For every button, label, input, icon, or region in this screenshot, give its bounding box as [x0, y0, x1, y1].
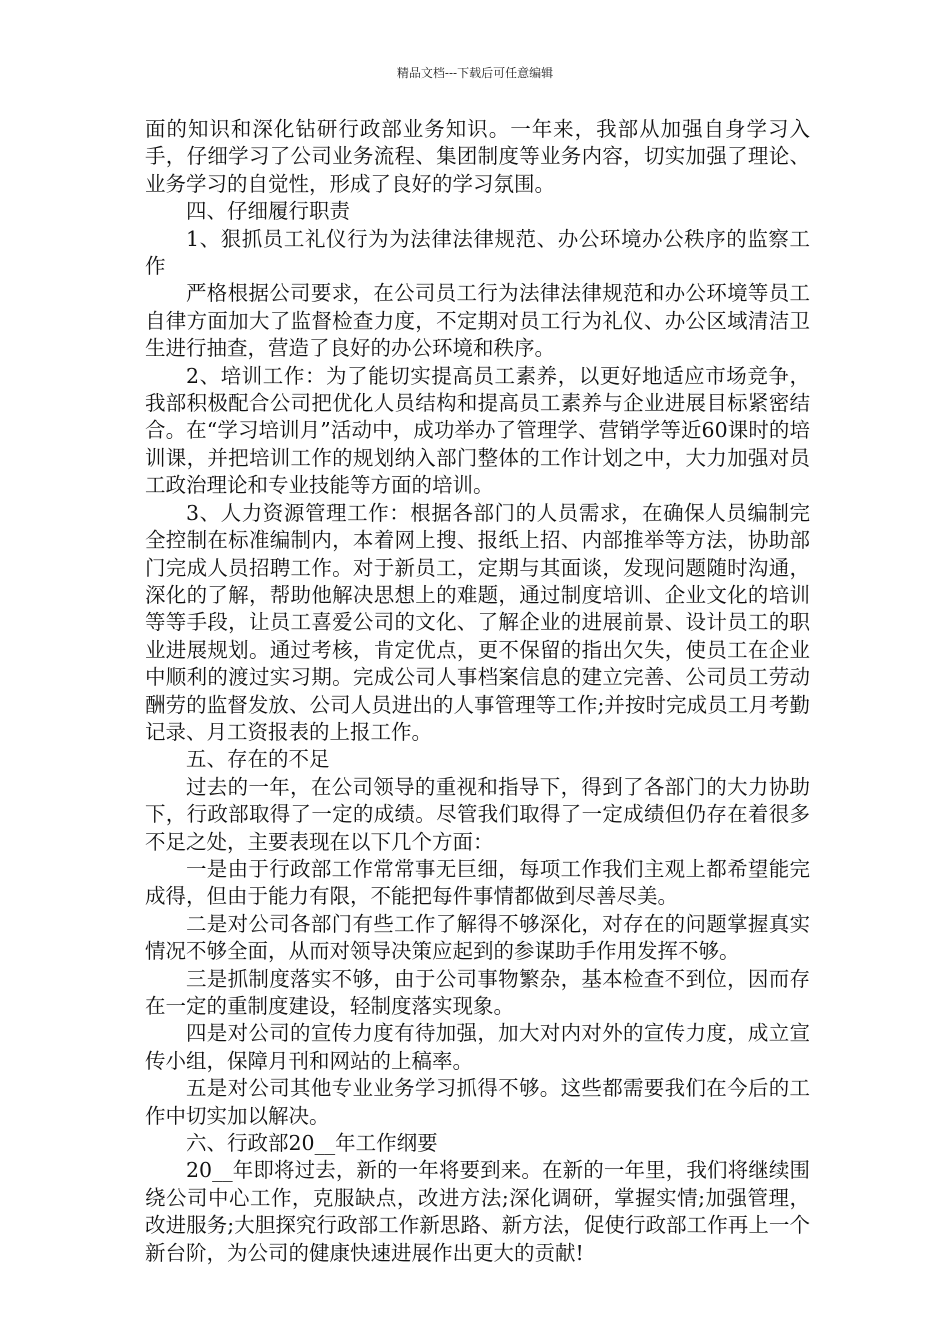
section-heading: 六、行政部20__年工作纲要: [186, 1131, 438, 1156]
body-paragraph: 2、培训工作：为了能切实提高员工素养，以更好地适应市场竞争，我部积极配合公司把优化人员结构和提高员工素养与企业进展目标紧密结合。在“学习培训月”活动中，成功举办了管理学、营销学等近60课时的培训课，并把培训工作的规划纳入部门整体的工作计划之中，大力加强对员工政治理论和专业技能等方面的培训。: [145, 363, 810, 498]
page-header: 精品文档---下载后可任意编辑: [396, 66, 554, 80]
body-paragraph: 面的知识和深化钻研行政部业务知识。一年来，我部从加强自身学习入手，仔细学习了公司业务流程、集团制度等业务内容，切实加强了理论、业务学习的自觉性，形成了良好的学习氛围。: [145, 117, 810, 196]
body-paragraph: 五是对公司其他专业业务学习抓得不够。这些都需要我们在今后的工作中切实加以解决。: [145, 1076, 810, 1128]
document-body: [145, 116, 810, 1267]
body-paragraph: 三是抓制度落实不够，由于公司事物繁杂，基本检查不到位，因而存在一定的重制度建设，轻制度落实现象。: [145, 966, 810, 1018]
body-paragraph: 过去的一年，在公司领导的重视和指导下，得到了各部门的大力协助下，行政部取得了一定的成绩。尽管我们取得了一定成绩但仍存在着很多不足之处，主要表现在以下几个方面：: [145, 774, 810, 854]
body-paragraph: 严格根据公司要求，在公司员工行为法律法律规范和办公环境等员工自律方面加大了监督检查力度，不定期对员工行为礼仪、办公区域清洁卫生进行抽查，营造了良好的办公环境和秩序。: [145, 281, 810, 361]
subsection-heading: 1、狠抓员工礼仪行为为法律法律规范、办公环境办公秩序的监察工作: [145, 226, 810, 279]
body-paragraph: 3、人力资源管理工作：根据各部门的人员需求，在确保人员编制完全控制在标准编制内，本着网上搜、报纸上招、内部推举等方法，协助部门完成人员招聘工作。对于新员工，定期与其面谈，发现问题随时沟通，深化的了解，帮助他解决思想上的难题，通过制度培训、企业文化的培训等等手段，让员工喜爱公司的文化、了解企业的进展前景、设计员工的职业进展规划。通过考核，肯定优点，更不保留的指出欠失，使员工在企业中顺利的渡过实习期。完成公司人事档案信息的建立完善、公司员工劳动酬劳的监督发放、公司人员进出的人事管理等工作;并按时完成员工月考勤记录、月工资报表的上报工作。: [145, 500, 810, 744]
section-heading: 五、存在的不足: [186, 747, 330, 772]
body-paragraph: 一是由于行政部工作常常事无巨细，每项工作我们主观上都希望能完成得，但由于能力有限，不能把每件事情都做到尽善尽美。: [145, 856, 810, 909]
section-heading: 四、仔细履行职责: [186, 199, 350, 224]
body-paragraph: 四是对公司的宣传力度有待加强，加大对内对外的宣传力度，成立宣传小组，保障月刊和网站的上稿率。: [145, 1021, 810, 1073]
body-paragraph: 二是对公司各部门有些工作了解得不够深化，对存在的问题掌握真实情况不够全面，从而对领导决策应起到的参谋助手作用发挥不够。: [145, 911, 810, 964]
body-paragraph: 20__年即将过去，新的一年将要到来。在新的一年里，我们将继续围绕公司中心工作，克服缺点，改进方法;深化调研，掌握实情;加强管理，改进服务;大胆探究行政部工作新思路、新方法，促使行政部工作再上一个新台阶，为公司的健康快速进展作出更大的贡献!: [145, 1158, 810, 1265]
